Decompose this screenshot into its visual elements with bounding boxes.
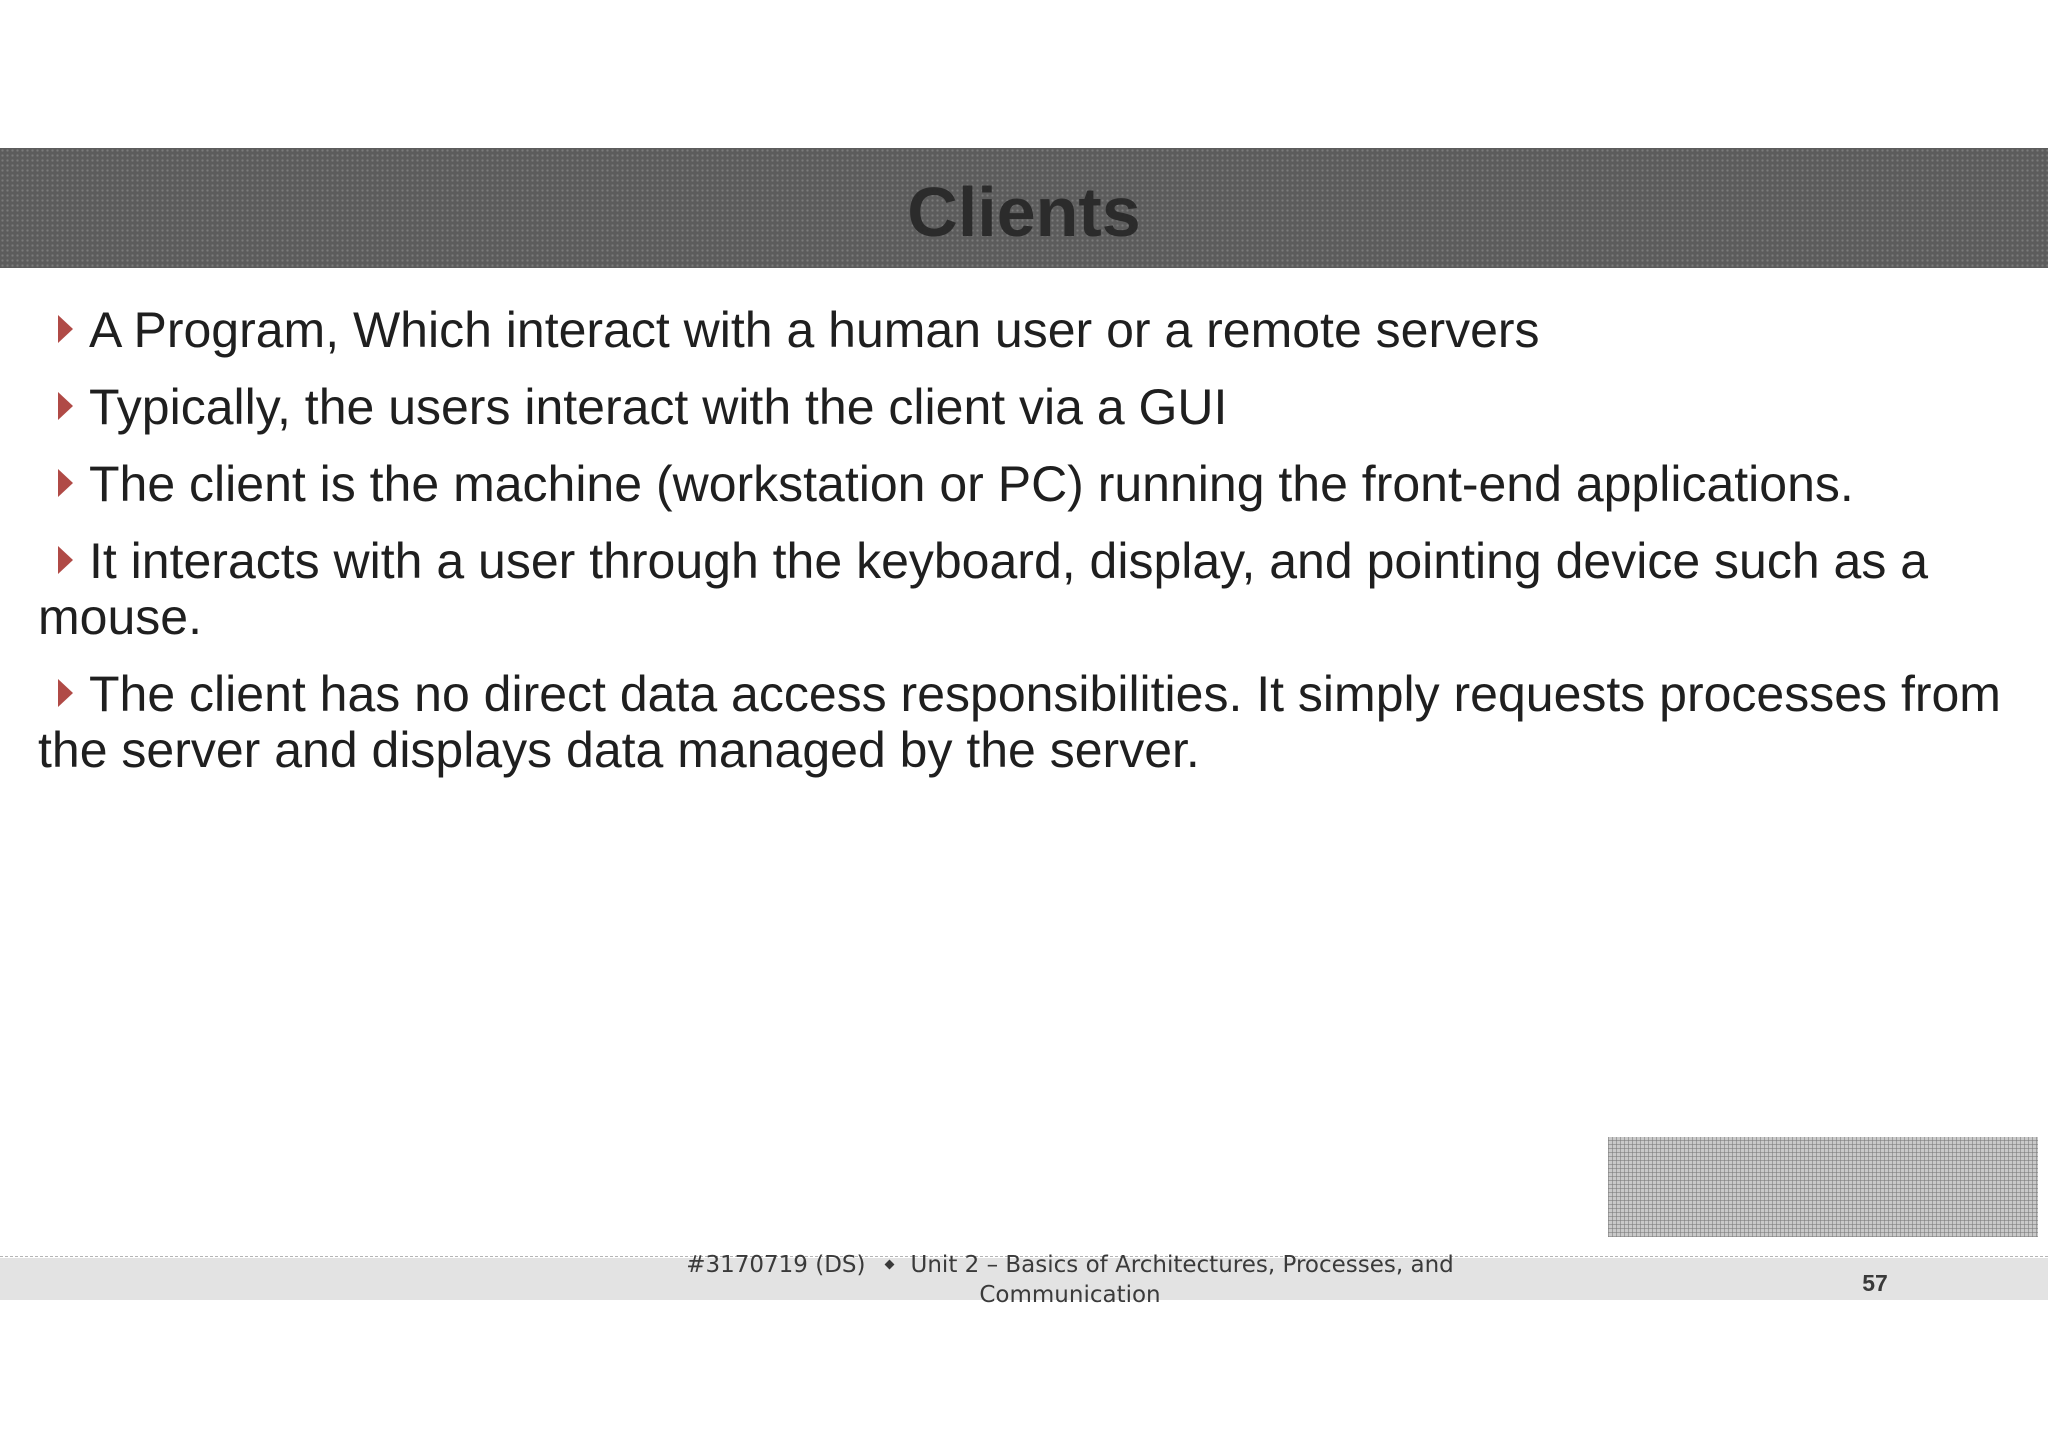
bullet-arrow-icon (58, 679, 73, 707)
bullet-arrow-icon (58, 392, 73, 420)
bullet-text: A Program, Which interact with a human user or a remote servers (89, 302, 1540, 358)
footer-unit-title: Unit 2 – Basics of Architectures, Processes, and Communication (910, 1252, 1454, 1308)
bullet-text: The client has no direct data access responsibilities. It simply requests processes from the server and displays data managed by the server. (38, 666, 2001, 778)
bullet-text: The client is the machine (workstation or PC) running the front-end applications. (89, 456, 1854, 512)
page-number: 57 (1862, 1270, 1888, 1296)
bullet-text: It interacts with a user through the keyboard, display, and pointing device such as a mouse. (38, 533, 1929, 645)
bullet-item (38, 533, 2013, 645)
footer-course-code: #3170719 (DS) (686, 1252, 866, 1278)
bullet-item (38, 379, 2013, 435)
diamond-icon (884, 1260, 894, 1270)
bullet-text: Typically, the users interact with the client via a GUI (89, 379, 1228, 435)
bullet-arrow-icon (58, 315, 73, 343)
bullet-arrow-icon (58, 469, 73, 497)
bullet-item (38, 666, 2013, 778)
footer-caption (660, 1250, 1480, 1310)
bullet-arrow-icon (58, 546, 73, 574)
logo-placeholder (1608, 1137, 2038, 1237)
bullet-list (38, 302, 2013, 799)
bullet-item (38, 302, 2013, 358)
bullet-item (38, 456, 2013, 512)
slide-title: Clients (907, 173, 1141, 251)
